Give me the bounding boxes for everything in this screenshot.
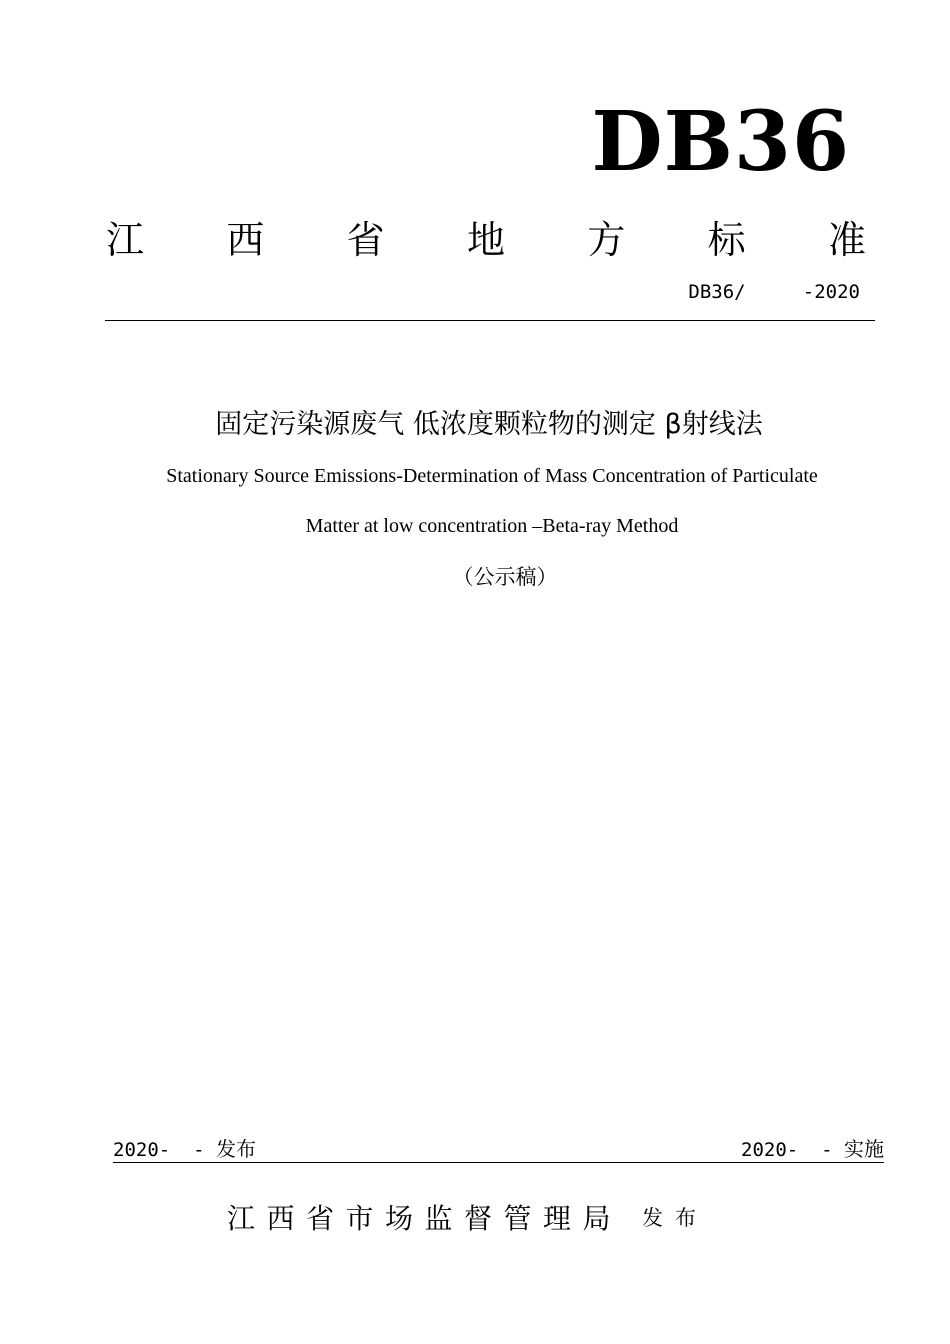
implement-label: 实施 [844,1137,884,1161]
issuer-action: 发布 [642,1206,709,1230]
draft-label: （公示稿） [452,565,558,589]
publish-date: 2020- - [113,1139,205,1161]
implement-date-group [741,1135,884,1164]
category-char: 方 [587,218,626,262]
title-chinese: 固定污染源废气 低浓度颗粒物的测定 β射线法 [215,409,763,440]
header-divider [105,320,875,321]
title-english-line1: Stationary Source Emissions-Determination of Mass Concentration of Particulate [166,465,818,487]
standard-category [106,212,866,268]
issuer-name: 江西省市场监督管理局 [227,1202,623,1235]
standard-number: DB36/ -2020 [688,281,860,303]
category-char: 标 [707,218,746,262]
publish-label: 发布 [215,1137,256,1161]
standard-code-logo: DB36 [591,94,850,190]
category-char: 西 [226,218,265,262]
category-char: 准 [827,218,866,262]
category-char: 省 [346,218,385,262]
date-row [113,1136,884,1164]
category-char: 江 [106,218,145,262]
implement-date: 2020- - [741,1139,833,1161]
publish-date-group [113,1135,256,1164]
issuer-row [227,1196,708,1238]
title-english-line2: Matter at low concentration –Beta-ray Method [305,515,679,537]
category-char: 地 [466,218,505,262]
footer-divider [113,1162,884,1163]
